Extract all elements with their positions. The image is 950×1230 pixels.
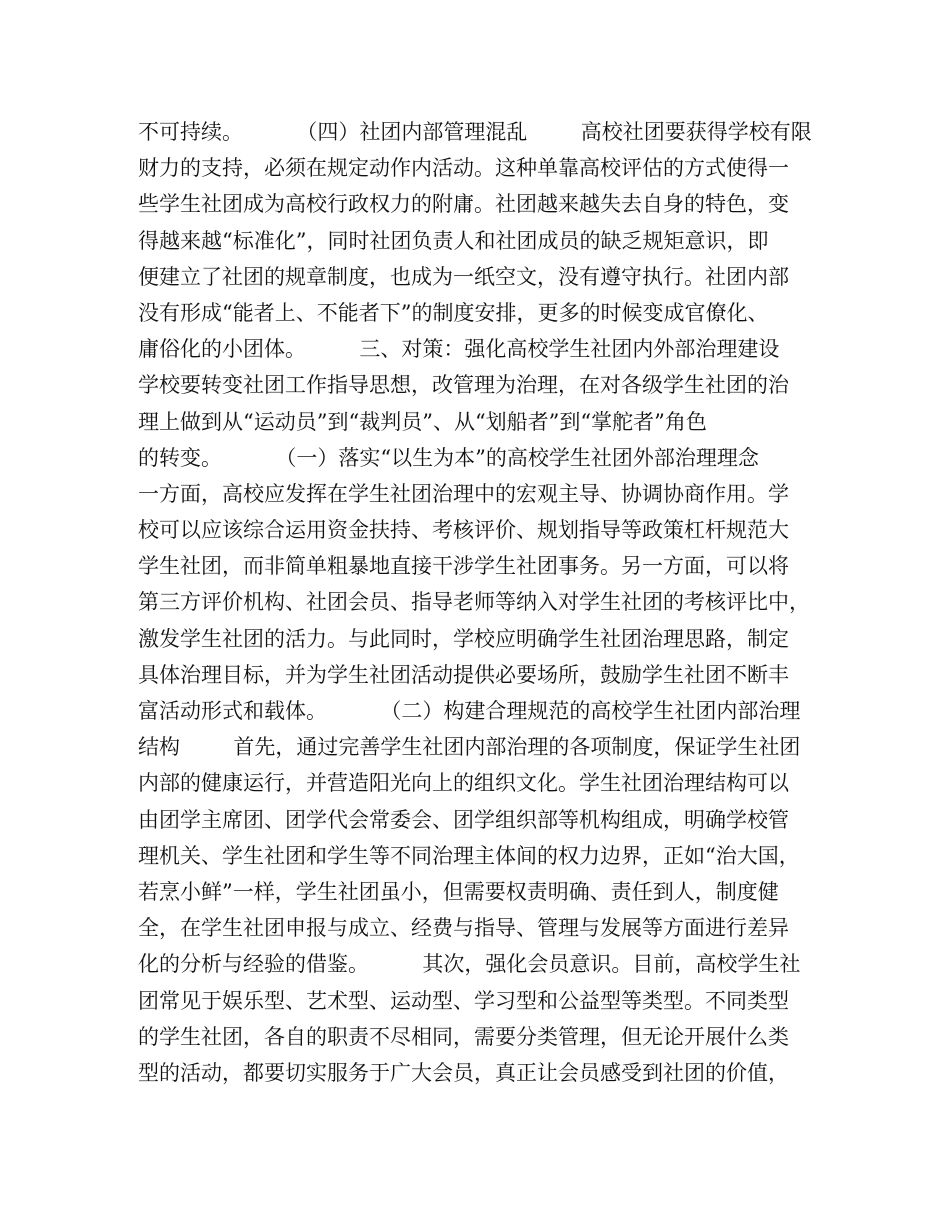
text-line: 理机关、学生社团和学生等不同治理主体间的权力边界，正如“治大国，: [138, 843, 800, 868]
text-line: 些学生社团成为高校行政权力的附庸。社团越来越失去自身的特色，变: [138, 192, 789, 217]
text-line: 富活动形式和载体。 （二）构建合理规范的高校学生社团内部治理: [138, 699, 801, 723]
text-line: 财力的支持，必须在规定动作内活动。这种单靠高校评估的方式使得一: [138, 156, 789, 181]
text-line: 第三方评价机构、社团会员、指导老师等纳入对学生社团的考核评比中，: [138, 590, 810, 615]
text-line: 型的活动，都要切实服务于广大会员，真正让会员感受到社团的价值，: [138, 1060, 789, 1085]
text-line: 的转变。 （一）落实“以生为本”的高校学生社团外部治理理念: [138, 445, 759, 470]
text-line: 团常见于娱乐型、艺术型、运动型、学习型和公益型等类型。不同类型: [138, 988, 789, 1013]
text-line: 的学生社团，各自的职责不尽相同，需要分类管理，但无论开展什么类: [138, 1024, 789, 1049]
text-line: 学生社团，而非简单粗暴地直接干涉学生社团事务。另一方面，可以将: [138, 554, 789, 579]
text-line: 一方面，高校应发挥在学生社团治理中的宏观主导、协调协商作用。学: [138, 481, 789, 506]
text-line: 若烹小鲜”一样，学生社团虽小，但需要权责明确、责任到人，制度健: [138, 879, 779, 904]
text-line: 便建立了社团的规章制度，也成为一纸空文，没有遵守执行。社团内部: [138, 264, 789, 289]
text-line: 由团学主席团、团学代会常委会、团学组织部等机构组成，明确学校管: [138, 807, 789, 832]
body-text: [138, 114, 828, 1091]
text-line: 内部的健康运行，并营造阳光向上的组织文化。学生社团治理结构可以: [138, 771, 789, 796]
text-line: 没有形成“能者上、不能者下”的制度安排，更多的时候变成官僚化、: [138, 300, 769, 325]
text-line: 得越来越“标准化”，同时社团负责人和社团成员的缺乏规矩意识，即: [138, 228, 769, 253]
text-line: 激发学生社团的活力。与此同时，学校应明确学生社团治理思路，制定: [138, 626, 789, 651]
text-line: 不可持续。 （四）社团内部管理混乱 高校社团要获得学校有限: [138, 120, 812, 144]
text-line: 庸俗化的小团体。 三、对策：强化高校学生社团内外部治理建设: [138, 337, 780, 362]
text-line: 全，在学生社团申报与成立、经费与指导、管理与发展等方面进行差异: [138, 916, 789, 941]
text-line: 具体治理目标，并为学生社团活动提供必要场所，鼓励学生社团不断丰: [138, 662, 789, 687]
text-line: 化的分析与经验的借鉴。 其次，强化会员意识。目前，高校学生社: [138, 952, 801, 977]
text-line: 学校要转变社团工作指导思想，改管理为治理，在对各级学生社团的治: [138, 373, 789, 398]
text-line: 结构 首先，通过完善学生社团内部治理的各项制度，保证学生社团: [138, 735, 801, 760]
text-line: 理上做到从“运动员”到“裁判员”、从“划船者”到“掌舵者”角色: [138, 409, 707, 434]
text-line: 校可以应该综合运用资金扶持、考核评价、规划指导等政策杠杆规范大: [138, 518, 789, 543]
